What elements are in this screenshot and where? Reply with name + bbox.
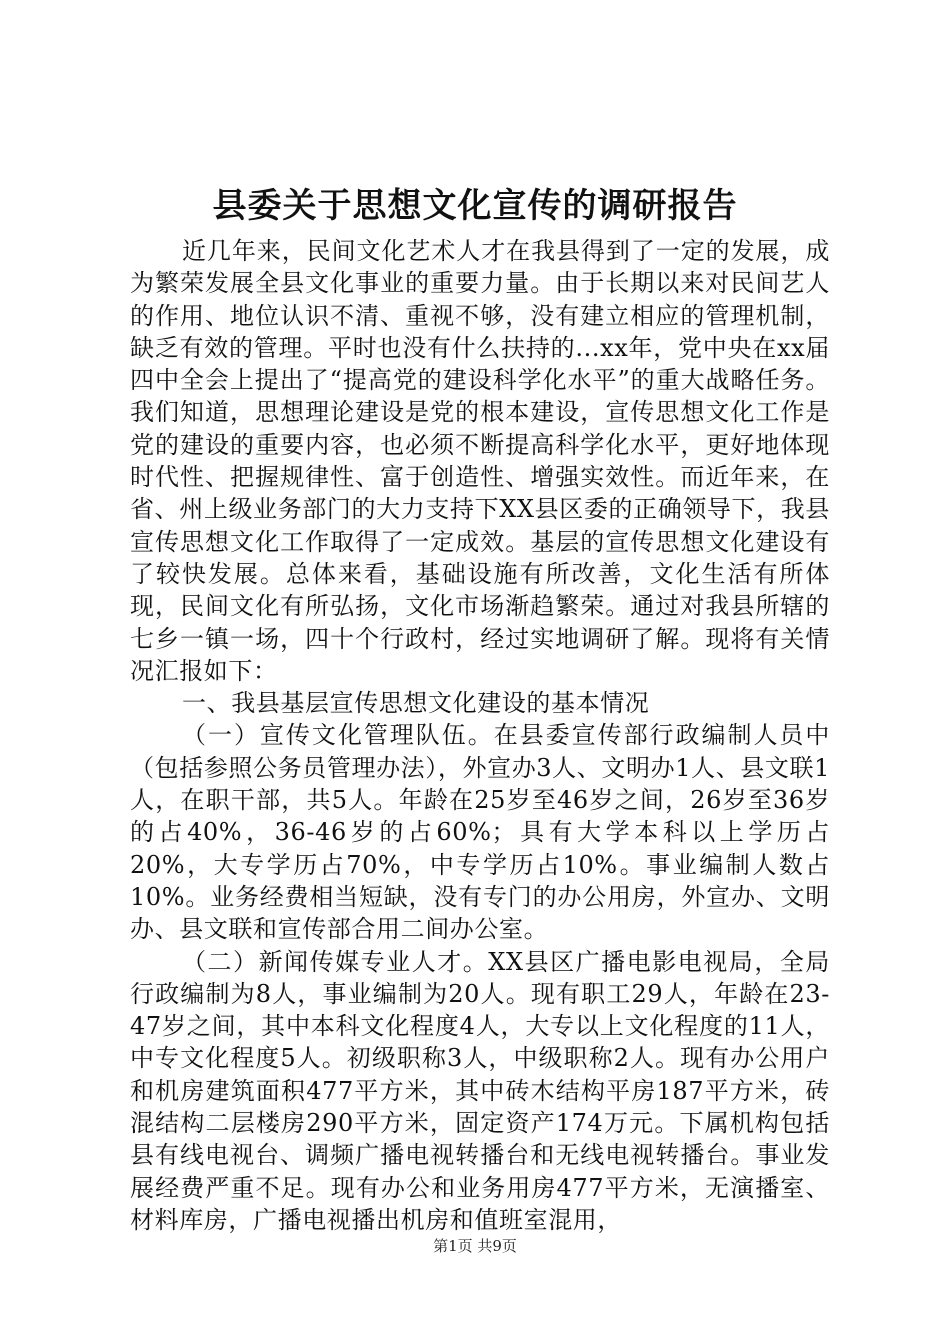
intro-paragraph: 近几年来，民间文化艺术人才在我县得到了一定的发展，成为繁荣发展全县文化事业的重要力量。由于长期以来对民间艺人的作用、地位认识不清、重视不够，没有建立相应的管理机制，缺乏有效的管理。平时也没有什么扶持的...xx年，党中央在xx届四中全会上提出了“提高党的建设科学化水平”的重大战略任务。我们知道，思想理论建设是党的根本建设，宣传思想文化工作是党的建设的重要内容，也必须不断提高科学化水平，更好地体现时代性、把握规律性、富于创造性、增强实效性。而近年来，在省、州上级业务部门的大力支持下XX县区委的正确领导下，我县宣传思想文化工作取得了一定成效。基层的宣传思想文化建设有了较快发展。总体来看，基础设施有所改善，文化生活有所体现，民间文化有所弘扬，文化市场渐趋繁荣。通过对我县所辖的七乡一镇一场，四十个行政村，经过实地调研了解。现将有关情况汇报如下： bbox=[130, 237, 830, 685]
section-heading-1: 一、我县基层宣传思想文化建设的基本情况 bbox=[182, 689, 650, 718]
subsection-paragraph-1: （一）宣传文化管理队伍。在县委宣传部行政编制人员中（包括参照公务员管理办法），外宣办3人、文明办1人、县文联1人，在职干部，共5人。年龄在25岁至46岁之间，26岁至36岁的占40%，36-46岁的占60%；具有大学本科以上学历占20%，大专学历占70%，中专学历占10%。事业编制人数占10%。业务经费相当短缺，没有专门的办公用房，外宣办、文明办、县文联和宣传部合用二间办公室。 bbox=[130, 721, 830, 944]
subsection-paragraph-2: （二）新闻传媒专业人才。XX县区广播电影电视局，全局行政编制为8人，事业编制为20人。现有职工29人，年龄在23-47岁之间，其中本科文化程度4人，大专以上文化程度的11人，中专文化程度5人。初级职称3人，中级职称2人。现有办公用户和机房建筑面积477平方米，其中砖木结构平房187平方米，砖混结构二层楼房290平方米，固定资产174万元。下属机构包括县有线电视台、调频广播电视转播台和无线电视转播台。事业发展经费严重不足。现有办公和业务用房477平方米，无演播室、材料库房，广播电视播出机房和值班室混用， bbox=[130, 947, 830, 1234]
document-body bbox=[130, 235, 830, 1236]
page-footer: 第1页 共9页 bbox=[433, 1237, 517, 1255]
document-title: 县委关于思想文化宣传的调研报告 bbox=[212, 186, 738, 226]
